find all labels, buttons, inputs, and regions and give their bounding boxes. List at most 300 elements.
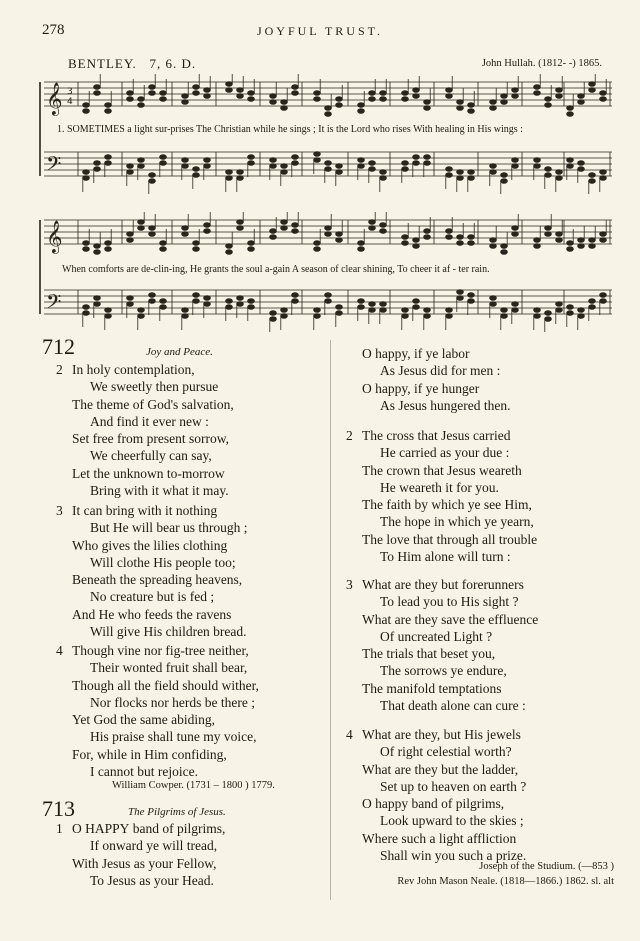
- note-head: [534, 244, 541, 249]
- note-head: [105, 109, 112, 114]
- note-head: [83, 109, 90, 114]
- note-head: [292, 229, 299, 234]
- note-head: [281, 308, 288, 313]
- note-head: [127, 302, 134, 307]
- note-head: [160, 97, 167, 102]
- verse-line: He weareth it for you.: [380, 479, 499, 495]
- note-head: [567, 158, 574, 163]
- note-head: [94, 244, 101, 249]
- note-head: [292, 91, 299, 96]
- note-head: [556, 238, 563, 243]
- note-head: [413, 161, 420, 166]
- note-head: [105, 314, 112, 319]
- note-head: [83, 311, 90, 316]
- note-head: [193, 299, 200, 304]
- note-head: [534, 238, 541, 243]
- note-head: [380, 176, 387, 181]
- note-head: [204, 158, 211, 163]
- note-head: [402, 235, 409, 240]
- note-head: [501, 314, 508, 319]
- note-head: [512, 308, 519, 313]
- stanza-number: 1: [56, 821, 63, 836]
- verse-line: To lead you to His sight ?: [380, 594, 519, 610]
- verse-line: With Jesus as your Fellow,: [72, 855, 217, 871]
- verse-line: Shall win you such a prize.: [380, 848, 527, 864]
- note-head: [182, 164, 189, 169]
- note-head: [160, 299, 167, 304]
- hymn-712-attribution: William Cowper. (1731 – 1800 ) 1779.: [112, 780, 275, 791]
- note-head: [545, 103, 552, 108]
- note-head: [413, 88, 420, 93]
- note-head: [149, 173, 156, 178]
- note-head: [369, 91, 376, 96]
- note-head: [380, 223, 387, 228]
- note-head: [468, 293, 475, 298]
- note-head: [248, 305, 255, 310]
- verse-line: As Jesus hungered then.: [380, 397, 511, 413]
- verse-line: Set free from present sorrow,: [72, 431, 229, 447]
- verse-line: Of right celestial worth?: [380, 744, 512, 760]
- verse-line: Of uncreated Light ?: [380, 628, 493, 644]
- note-head: [237, 296, 244, 301]
- note-head: [402, 161, 409, 166]
- note-head: [380, 302, 387, 307]
- note-head: [446, 94, 453, 99]
- note-head: [424, 314, 431, 319]
- note-head: [160, 247, 167, 252]
- hymn-712-number: 712: [42, 334, 75, 359]
- verse-line: The cross that Jesus carried: [362, 428, 511, 443]
- hymn-712-stanza-4: [56, 642, 259, 780]
- note-head: [270, 311, 277, 316]
- note-head: [237, 220, 244, 225]
- note-head: [204, 296, 211, 301]
- note-head: [380, 91, 387, 96]
- note-head: [589, 88, 596, 93]
- note-head: [138, 226, 145, 231]
- note-head: [138, 103, 145, 108]
- note-head: [149, 179, 156, 184]
- note-head: [83, 241, 90, 246]
- note-head: [94, 85, 101, 90]
- page-number: 278: [42, 22, 65, 38]
- note-head: [237, 176, 244, 181]
- note-head: [490, 238, 497, 243]
- note-head: [600, 232, 607, 237]
- note-head: [105, 103, 112, 108]
- note-head: [138, 308, 145, 313]
- dropcap-words: O HAPPY: [72, 821, 130, 836]
- note-head: [567, 112, 574, 117]
- verse-line: Though all the field should wither,: [72, 677, 259, 693]
- note-head: [446, 314, 453, 319]
- note-head: [358, 109, 365, 114]
- note-head: [336, 97, 343, 102]
- note-head: [237, 302, 244, 307]
- verse-line: For, while in Him confiding,: [72, 746, 227, 762]
- note-head: [281, 100, 288, 105]
- note-head: [149, 226, 156, 231]
- note-head: [105, 247, 112, 252]
- note-head: [501, 100, 508, 105]
- hymn-713-stanza-1-cont: [362, 345, 510, 414]
- note-head: [182, 94, 189, 99]
- note-head: [468, 103, 475, 108]
- note-head: [534, 308, 541, 313]
- stanza-number: 2: [56, 362, 63, 377]
- running-title: JOYFUL TRUST.: [256, 24, 384, 38]
- verse-line: In holy contemplation,: [72, 362, 195, 377]
- note-head: [248, 299, 255, 304]
- note-head: [600, 97, 607, 102]
- note-head: [149, 85, 156, 90]
- note-head: [556, 170, 563, 175]
- note-head: [182, 158, 189, 163]
- verse-line: Bring with it what it may.: [90, 483, 229, 499]
- note-head: [413, 299, 420, 304]
- note-head: [512, 232, 519, 237]
- note-head: [446, 173, 453, 178]
- note-head: [490, 164, 497, 169]
- note-head: [545, 232, 552, 237]
- note-head: [94, 167, 101, 172]
- note-head: [600, 299, 607, 304]
- note-head: [182, 308, 189, 313]
- note-head: [336, 103, 343, 108]
- note-head: [336, 170, 343, 175]
- column-divider: [330, 340, 331, 900]
- stanza-number: 4: [346, 727, 353, 742]
- note-head: [138, 220, 145, 225]
- note-head: [402, 241, 409, 246]
- note-head: [589, 299, 596, 304]
- note-head: [578, 314, 585, 319]
- note-head: [578, 308, 585, 313]
- note-head: [314, 152, 321, 157]
- tune-name: [68, 56, 196, 72]
- note-head: [468, 109, 475, 114]
- note-head: [248, 161, 255, 166]
- note-head: [501, 173, 508, 178]
- note-head: [545, 311, 552, 316]
- note-head: [248, 247, 255, 252]
- note-head: [589, 82, 596, 87]
- note-head: [578, 238, 585, 243]
- note-head: [127, 164, 134, 169]
- note-head: [589, 238, 596, 243]
- note-head: [193, 167, 200, 172]
- note-head: [512, 302, 519, 307]
- note-head: [413, 94, 420, 99]
- note-head: [589, 305, 596, 310]
- note-head: [336, 238, 343, 243]
- note-head: [314, 158, 321, 163]
- verse-line: We sweetly then pursue: [90, 379, 219, 395]
- note-head: [193, 85, 200, 90]
- verse-line: I cannot but rejoice.: [90, 764, 198, 780]
- note-head: [545, 317, 552, 322]
- note-head: [314, 308, 321, 313]
- note-head: [600, 176, 607, 181]
- treble-clef-2: 𝄞: [46, 220, 63, 253]
- note-head: [336, 311, 343, 316]
- note-head: [314, 241, 321, 246]
- verse-line: The trials that beset you,: [362, 646, 496, 662]
- note-head: [281, 314, 288, 319]
- verse-line: What are they but the ladder,: [362, 761, 519, 777]
- note-head: [556, 302, 563, 307]
- hymn-713-stanza-2: [346, 427, 538, 565]
- note-head: [325, 299, 332, 304]
- note-head: [402, 314, 409, 319]
- note-head: [424, 106, 431, 111]
- note-head: [325, 167, 332, 172]
- note-head: [457, 290, 464, 295]
- note-head: [413, 238, 420, 243]
- note-head: [501, 308, 508, 313]
- note-head: [248, 97, 255, 102]
- note-head: [83, 247, 90, 252]
- note-head: [567, 164, 574, 169]
- note-head: [127, 170, 134, 175]
- hymn-713-title: The Pilgrims of Jesus.: [128, 806, 226, 818]
- note-head: [226, 176, 233, 181]
- note-head: [226, 244, 233, 249]
- verse-line: And find it ever new :: [90, 413, 209, 429]
- note-head: [226, 170, 233, 175]
- note-head: [446, 308, 453, 313]
- note-head: [512, 88, 519, 93]
- note-head: [237, 88, 244, 93]
- note-head: [94, 296, 101, 301]
- note-head: [413, 244, 420, 249]
- verse-line: Will clothe His people too;: [90, 554, 236, 570]
- note-head: [501, 244, 508, 249]
- note-head: [94, 302, 101, 307]
- note-head: [325, 106, 332, 111]
- note-head: [369, 161, 376, 166]
- note-head: [127, 238, 134, 243]
- note-head: [534, 164, 541, 169]
- note-head: [149, 293, 156, 298]
- note-head: [380, 97, 387, 102]
- note-head: [270, 235, 277, 240]
- note-head: [138, 97, 145, 102]
- note-head: [336, 164, 343, 169]
- note-head: [83, 305, 90, 310]
- note-head: [182, 100, 189, 105]
- verse-line: O happy, if ye labor: [362, 346, 470, 361]
- stanza-number: 2: [346, 428, 353, 443]
- note-head: [325, 293, 332, 298]
- note-head: [446, 167, 453, 172]
- note-head: [237, 226, 244, 231]
- note-head: [457, 235, 464, 240]
- verse-line: But He will bear us through ;: [90, 520, 248, 536]
- note-head: [105, 241, 112, 246]
- note-head: [127, 91, 134, 96]
- note-head: [490, 302, 497, 307]
- note-head: [424, 308, 431, 313]
- tune-composer: John Hullah. (1812- -) 1865.: [481, 58, 602, 69]
- note-head: [534, 158, 541, 163]
- verse-line: The love that through all trouble: [362, 531, 538, 547]
- note-head: [204, 164, 211, 169]
- note-head: [182, 314, 189, 319]
- note-head: [501, 94, 508, 99]
- verse-line: What are they but forerunners: [362, 577, 524, 592]
- note-head: [457, 241, 464, 246]
- note-head: [270, 229, 277, 234]
- note-head: [490, 244, 497, 249]
- note-head: [424, 100, 431, 105]
- note-head: [534, 314, 541, 319]
- note-head: [358, 305, 365, 310]
- note-head: [600, 170, 607, 175]
- verse-line: The faith by which ye see Him,: [362, 497, 532, 513]
- note-head: [556, 308, 563, 313]
- verse-line: To Him alone will turn :: [380, 549, 511, 565]
- note-head: [248, 241, 255, 246]
- hymn-713-stanza-4: [346, 726, 527, 864]
- stanza-number: 4: [56, 643, 63, 658]
- svg-text:3: 3: [67, 87, 73, 97]
- note-head: [380, 229, 387, 234]
- note-head: [556, 232, 563, 237]
- note-head: [226, 299, 233, 304]
- verse-line: Though vine nor fig-tree neither,: [72, 643, 249, 658]
- note-head: [160, 155, 167, 160]
- verse-line: What are they, but His jewels: [362, 727, 521, 742]
- note-head: [325, 232, 332, 237]
- note-head: [94, 161, 101, 166]
- note-head: [281, 226, 288, 231]
- note-head: [358, 241, 365, 246]
- verse-line: If onward ye will tread,: [90, 838, 218, 854]
- verse-line: The sorrows ye endure,: [380, 663, 507, 679]
- note-head: [413, 305, 420, 310]
- note-head: [127, 97, 134, 102]
- note-head: [149, 299, 156, 304]
- note-head: [226, 88, 233, 93]
- hymn-713-number: 713: [42, 796, 75, 821]
- note-head: [512, 94, 519, 99]
- note-head: [193, 293, 200, 298]
- verse-line: Look upward to the skies ;: [380, 813, 524, 829]
- note-head: [468, 241, 475, 246]
- verse-line: Set up to heaven on earth ?: [380, 778, 527, 794]
- note-head: [248, 91, 255, 96]
- note-head: [567, 247, 574, 252]
- note-head: [545, 167, 552, 172]
- note-head: [270, 317, 277, 322]
- note-head: [160, 161, 167, 166]
- note-head: [490, 106, 497, 111]
- note-head: [424, 155, 431, 160]
- verse-line: O happy band of pilgrims,: [362, 796, 505, 812]
- note-head: [589, 179, 596, 184]
- note-head: [457, 176, 464, 181]
- stanza-number: 3: [56, 503, 63, 518]
- note-head: [105, 161, 112, 166]
- note-head: [369, 226, 376, 231]
- note-head: [204, 223, 211, 228]
- note-head: [160, 305, 167, 310]
- note-head: [578, 244, 585, 249]
- note-head: [369, 220, 376, 225]
- note-head: [369, 167, 376, 172]
- verse-line: Who gives the lilies clothing: [72, 537, 228, 553]
- treble-clef-1: 𝄞: [46, 82, 63, 115]
- note-head: [556, 94, 563, 99]
- note-head: [83, 170, 90, 175]
- verse-line: He carried as your due :: [380, 445, 510, 461]
- note-head: [138, 164, 145, 169]
- note-head: [358, 158, 365, 163]
- note-head: [446, 229, 453, 234]
- note-head: [567, 106, 574, 111]
- verse-line: And He who feeds the ravens: [72, 606, 232, 622]
- note-head: [578, 167, 585, 172]
- note-head: [336, 232, 343, 237]
- note-head: [149, 232, 156, 237]
- bass-clef-2: 𝄢: [46, 290, 62, 318]
- verse-line: Nor flocks nor herds be there ;: [90, 694, 255, 710]
- note-head: [314, 91, 321, 96]
- note-head: [446, 88, 453, 93]
- note-head: [270, 158, 277, 163]
- note-head: [380, 308, 387, 313]
- note-head: [248, 155, 255, 160]
- note-head: [94, 91, 101, 96]
- note-head: [325, 226, 332, 231]
- note-head: [402, 308, 409, 313]
- tune-title: BENTLEY.: [68, 56, 137, 71]
- note-head: [490, 296, 497, 301]
- note-head: [468, 176, 475, 181]
- note-head: [369, 302, 376, 307]
- note-head: [182, 232, 189, 237]
- note-head: [127, 232, 134, 237]
- verse-line: The hope in which ye yearn,: [380, 514, 534, 530]
- note-head: [336, 305, 343, 310]
- note-head: [358, 164, 365, 169]
- hymn-713-stanza-1: [56, 820, 226, 889]
- note-head: [556, 88, 563, 93]
- note-head: [468, 235, 475, 240]
- note-head: [457, 100, 464, 105]
- note-head: [545, 97, 552, 102]
- note-head: [402, 91, 409, 96]
- verse-line: The crown that Jesus weareth: [362, 462, 522, 478]
- note-head: [545, 226, 552, 231]
- note-head: [193, 247, 200, 252]
- note-head: [578, 100, 585, 105]
- note-head: [578, 94, 585, 99]
- note-head: [358, 247, 365, 252]
- verse-line: O happy, if ye hunger: [362, 380, 480, 396]
- note-head: [501, 250, 508, 255]
- note-head: [556, 176, 563, 181]
- note-head: [193, 173, 200, 178]
- stanza-number: 3: [346, 577, 353, 592]
- note-head: [600, 293, 607, 298]
- note-head: [424, 235, 431, 240]
- note-head: [325, 112, 332, 117]
- note-head: [325, 161, 332, 166]
- verse-line: His praise shall tune my voice,: [90, 729, 257, 745]
- verse-line: That death alone can cure :: [380, 698, 526, 714]
